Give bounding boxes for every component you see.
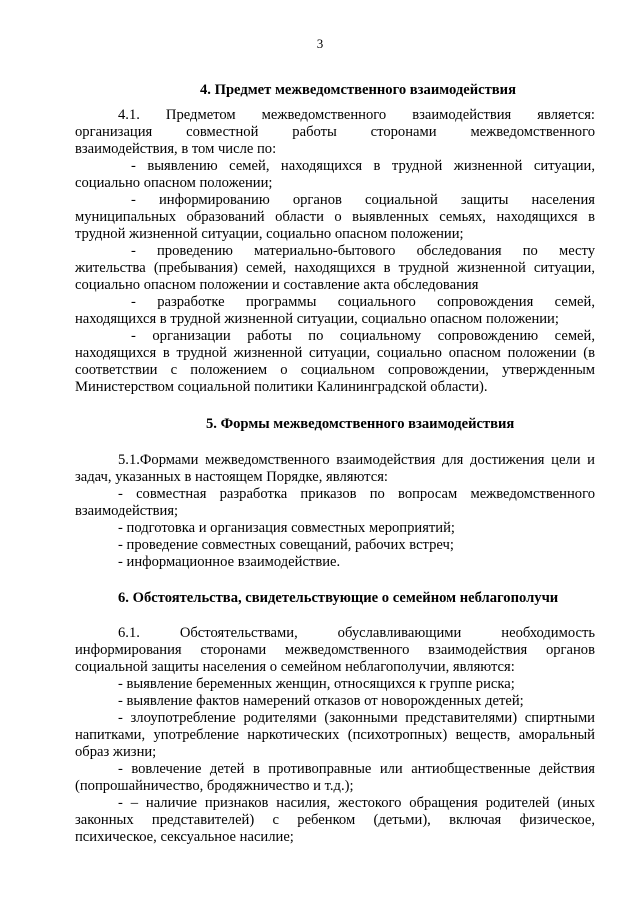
section-5-heading: 5. Формы межведомственного взаимодействия [206, 416, 515, 432]
text-line: муниципальных образований области о выявленных семьях, находящихся в [75, 209, 595, 225]
text-line: - проведение совместных совещаний, рабочих встреч; [118, 537, 454, 553]
text-line: находящихся в трудной жизненной ситуации, социально опасном положении (в [75, 345, 595, 361]
text-line: законных представителей) с ребенком (детьми), включая физическое, [75, 812, 595, 828]
text-line: 5.1.Формами межведомственного взаимодействия для достижения цели и [118, 452, 595, 468]
text-line: - злоупотребление родителями (законными представителями) спиртными [118, 710, 595, 726]
text-line: психическое, сексуальное насилие; [75, 829, 294, 845]
text-line: - – наличие признаков насилия, жестокого обращения родителей (иных [118, 795, 595, 811]
text-line: взаимодействия; [75, 503, 179, 519]
text-line: - организации работы по социальному сопровождению семей, [131, 328, 595, 344]
text-line: - проведению материально-бытового обследования по месту [131, 243, 595, 259]
section-4-heading: 4. Предмет межведомственного взаимодействия [200, 82, 516, 98]
text-line: задач, указанных в настоящем Порядке, являются: [75, 469, 388, 485]
text-line: - информированию органов социальной защиты населения [131, 192, 595, 208]
text-line: - подготовка и организация совместных мероприятий; [118, 520, 455, 536]
text-line: информирования сторонами межведомственного взаимодействия органов [75, 642, 595, 658]
text-line: - совместная разработка приказов по вопросам межведомственного [118, 486, 595, 502]
text-line: - выявление беременных женщин, относящихся к группе риска; [118, 676, 515, 692]
text-line: социально опасном положении; [75, 175, 273, 191]
text-line: трудной жизненной ситуации, социально опасном положении; [75, 226, 464, 242]
text-line: взаимодействия, в том числе по: [75, 141, 277, 157]
text-line: находящихся в трудной жизненной ситуации, социально опасном положении; [75, 311, 559, 327]
text-line: напитками, употребление наркотических (психотропных) веществ, аморальный [75, 727, 595, 743]
text-line: жительства (пребывания) семей, находящихся в трудной жизненной ситуации, [75, 260, 595, 276]
text-line: - разработке программы социального сопровождения семей, [131, 294, 595, 310]
text-line: - выявление фактов намерений отказов от новорожденных детей; [118, 693, 524, 709]
text-line: организация совместной работы сторонами межведомственного [75, 124, 595, 140]
text-line: 6.1. Обстоятельствами, обуславливающими необходимость [118, 625, 595, 641]
text-line: социально опасном положении и составление акта обследования [75, 277, 479, 293]
text-line: (попрошайничество, бродяжничество и т.д.); [75, 778, 354, 794]
text-line: - вовлечение детей в противоправные или антиобщественные действия [118, 761, 595, 777]
text-line: 4.1. Предметом межведомственного взаимодействия является: [118, 107, 595, 123]
section-6-heading: 6. Обстоятельства, свидетельствующие о семейном неблагополучи [118, 590, 559, 606]
text-line: соответствии с положением о социальном сопровождении, утвержденным [75, 362, 595, 378]
text-line: - выявлению семей, находящихся в трудной жизненной ситуации, [131, 158, 595, 174]
text-line: - информационное взаимодействие. [118, 554, 341, 570]
text-line: Министерством социальной политики Калининградской области). [75, 379, 488, 395]
text-line: образ жизни; [75, 744, 157, 760]
page-number: 3 [316, 36, 324, 51]
text-line: социальной защиты населения о семейном неблагополучии, являются: [75, 659, 515, 675]
